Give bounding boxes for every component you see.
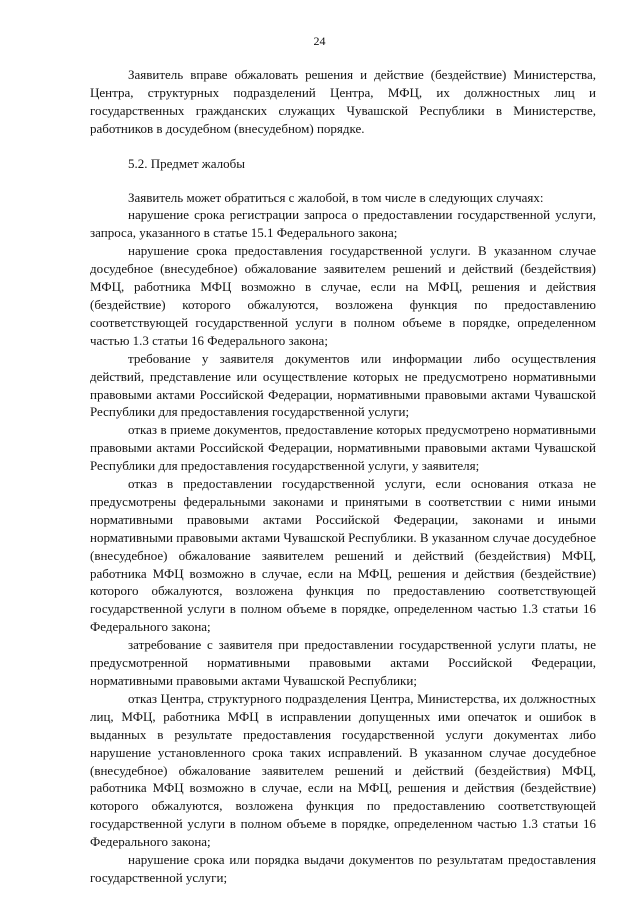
section-heading: 5.2. Предмет жалобы bbox=[128, 155, 245, 171]
document-body bbox=[90, 66, 596, 887]
intro-paragraph: Заявитель вправе обжаловать решения и действие (бездействие) Министерства, Центра, структурных подразделений Центра, МФЦ, их должностных лиц и государственных гражданских служащих Чувашской Республики в Министерстве, работников в досудебном (внесудебном) порядке. bbox=[90, 67, 596, 136]
list-item: затребование с заявителя при предоставлении государственной услуги платы, не предусмотренной нормативными правовыми актами Российской Федерации, нормативными правовыми актами Чувашской Республики; bbox=[90, 637, 596, 688]
list-item: требование у заявителя документов или информации либо осуществления действий, представление или осуществление которых не предусмотрено нормативными правовыми актами Российской Федерации, нормативными правовыми актами Чувашской Республики для предоставления государственной услуги; bbox=[90, 350, 596, 420]
lead-paragraph: Заявитель может обратиться с жалобой, в том числе в следующих случаях: bbox=[128, 189, 544, 205]
list-item: отказ в предоставлении государственной услуги, если основания отказа не предусмотрены федеральными законами и принятыми в соответствии с ними иными нормативными правовыми актами Российской Федерации, законами и иными нормативными правовыми актами Чувашской Республики. В указанном случае досудебное (внесудебное) обжалование заявителем решений и действий (бездействия) МФЦ, работника МФЦ возможно в случае, если на МФЦ, решения и действия (бездействие) которого обжалуются, возложена функция по предоставлению соответствующей государственной услуги в полном объеме в порядке, определенном частью 1.3 статьи 16 Федерального закона; bbox=[90, 476, 596, 635]
list-item: отказ в приеме документов, предоставление которых предусмотрено нормативными правовыми актами Российской Федерации, нормативными правовыми актами Чувашской Республики для предоставления государственной услуги, у заявителя; bbox=[90, 422, 596, 474]
list-item: нарушение срока или порядка выдачи документов по результатам предоставления государственной услуги; bbox=[90, 852, 596, 885]
list-item: нарушение срока предоставления государственной услуги. В указанном случае досудебное (внесудебное) обжалование заявителем решений и действий (бездействия) МФЦ, работника МФЦ возможно в случае, если на МФЦ, решения и действия (бездействие) которого обжалуются, возложена функция по предоставлению соответствующей государственной услуги в полном объеме в порядке, определенном частью 1.3 статьи 16 Федерального закона; bbox=[90, 243, 596, 348]
list-item: нарушение срока регистрации запроса о предоставлении государственной услуги, запроса, указанного в статье 15.1 Федерального закона; bbox=[90, 207, 596, 241]
page-number: 24 bbox=[313, 34, 326, 48]
list-item: отказ Центра, структурного подразделения Центра, Министерства, их должностных лиц, МФЦ, работника МФЦ в исправлении допущенных ими опечаток и ошибок в выданных в результате предоставления государственной услуги документах либо нарушение установленного срока таких исправлений. В указанном случае досудебное (внесудебное) обжалование заявителем решений и действий (бездействия) МФЦ, работника МФЦ возможно в случае, если на МФЦ, решения и действия (бездействие) которого обжалуются, возложена функция по предоставлению соответствующей государственной услуги в полном объеме в порядке, определенном частью 1.3 статьи 16 Федерального закона; bbox=[90, 690, 596, 850]
